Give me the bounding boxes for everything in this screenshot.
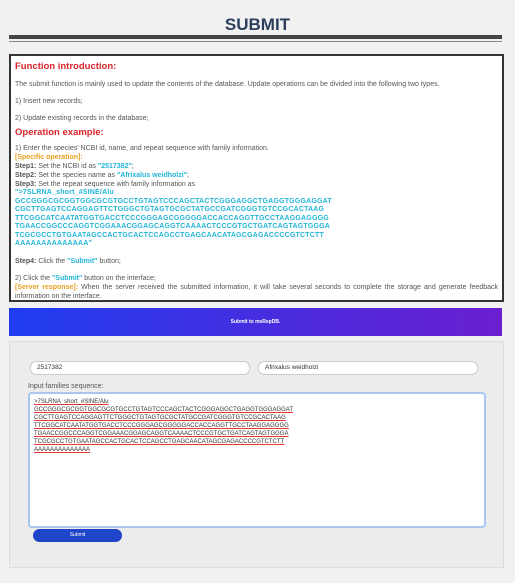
step3-label: Step3: bbox=[15, 181, 37, 188]
function-item-update: 2) Update existing records in the database; bbox=[15, 115, 149, 122]
example-seq-line: TGAACCGGCCCAGGTCGGAAACGGAGCAGGTCAAAACTCCCGTGCTGATCAGTAGTGGGA bbox=[15, 223, 331, 230]
op2-value: "Submit" bbox=[51, 274, 83, 282]
specific-label: [Specific operation]: bbox=[15, 154, 83, 161]
sequence-line: TTCGGCATCAATATGGTGACCTCCCGGGAGCGGGGGACCACCAGGTTGCCTAAGGAGGGG bbox=[34, 423, 289, 429]
step2-value: "Afrixalus weidholzi" bbox=[116, 172, 187, 179]
op2-pre: 2) Click the bbox=[15, 274, 52, 282]
specific-operation-label bbox=[15, 153, 498, 162]
title-divider bbox=[9, 35, 502, 39]
step4-text: Click the bbox=[36, 257, 68, 265]
submit-button[interactable]: Submit bbox=[33, 529, 122, 542]
sequence-line: CGCTTGAGTCCAGGAGTTCTGGGCTGTAGTGCGCTATGCCGATCGGGTGTCCGCACTAAG bbox=[34, 415, 286, 421]
step1-line bbox=[15, 162, 498, 171]
sequence-line: TGAACCGGCCCAGGTCGGAAACGGAGCAGGTCAAAACTCCCGTGCTGATCAGTAGTGGGA bbox=[34, 431, 289, 437]
operation-title: Operation example: bbox=[15, 127, 104, 138]
page-title: SUBMIT bbox=[224, 15, 291, 34]
server-response-line bbox=[15, 283, 498, 301]
sequence-input-label: Input families sequence: bbox=[28, 383, 104, 390]
species-name-input[interactable]: Afrixalus weidholzi bbox=[258, 361, 478, 375]
function-item-insert: 1) Insert new records; bbox=[15, 98, 83, 105]
sequence-line: >7SLRNA_short_#SINE/Alu bbox=[34, 399, 109, 405]
function-description: The submit function is mainly used to update the contents of the database. Update operations can be divided into the following two types. bbox=[15, 81, 440, 88]
op2-end: button on the interface; bbox=[82, 274, 156, 282]
sequence-line: GCCGGGCGCGGTGGCGCGTGCCTGTAGTCCCAGCTACTCGGGAGGCTGAGGTGGGAGGAT bbox=[34, 407, 293, 413]
step4-line bbox=[15, 257, 498, 266]
example-sequence bbox=[15, 189, 498, 249]
operation2-line bbox=[15, 274, 498, 283]
step2-end: ; bbox=[187, 172, 189, 179]
step4-value: "Submit" bbox=[67, 257, 98, 265]
step2-text: Set the species name as bbox=[36, 172, 117, 179]
step3-text: Set the repeat sequence with family information as bbox=[36, 181, 196, 188]
submit-banner: Submit to msRepDB. bbox=[9, 308, 502, 336]
example-seq-line: CGCTTGAGTCCAGGAGTTCTGGGCTGTAGTGCGCTATGCCGATCGGGTGTCCGCACTAAG bbox=[15, 206, 325, 213]
step3-line bbox=[15, 180, 498, 189]
example-seq-line: TCGCGCCTGTGAATAGCCACTGCACTCCAGCCTGAGCAACATAGCGAGACCCCGTCTCTT bbox=[15, 231, 324, 239]
example-seq-line: GCCGGGCGCGGTGGCGCGTGCCTGTAGTCCCAGCTACTCGGGAGGCTGAGGTGGGAGGAT bbox=[15, 197, 332, 205]
step1-label: Step1: bbox=[15, 163, 37, 170]
sequence-textarea[interactable] bbox=[28, 392, 486, 528]
step1-end: ; bbox=[131, 163, 134, 170]
ncbi-id-input[interactable]: 2517382 bbox=[30, 361, 250, 375]
step4-end: button; bbox=[97, 257, 121, 265]
step1-value: "2517382" bbox=[97, 163, 132, 170]
sequence-line: AAAAAAAAAAAAAA bbox=[34, 447, 91, 453]
step4-label: Step4: bbox=[15, 257, 37, 265]
server-response-text: When the server received the submitted information, it will take several seconds to complete the storage and generate feedback information on the interface. bbox=[15, 283, 499, 300]
server-response-label: [Server response]: bbox=[15, 283, 79, 291]
function-title: Function introduction: bbox=[15, 61, 117, 72]
step2-label: Step2: bbox=[15, 172, 37, 179]
example-seq-line: AAAAAAAAAAAAAA" bbox=[15, 240, 93, 247]
operation-intro: 1) Enter the species' NCBI id, name, and repeat sequence with family information. bbox=[15, 145, 269, 152]
sequence-line: TCGCGCCTGTGAATAGCCACTGCACTCCAGCCTGAGCAACATAGCGAGACCCCGTCTCTT bbox=[34, 439, 285, 445]
introduction-panel bbox=[9, 54, 504, 302]
step2-line bbox=[15, 171, 498, 180]
example-seq-line: ">7SLRNA_short_#SINE/Alu bbox=[15, 189, 114, 196]
step1-text: Set the NCBI id as bbox=[36, 163, 98, 170]
example-seq-line: TTCGGCATCAATATGGTGACCTCCCGGGAGCGGGGGACCACCAGGTTGCCTAAGGAGGGG bbox=[15, 214, 329, 222]
title-divider-thin bbox=[9, 41, 502, 42]
